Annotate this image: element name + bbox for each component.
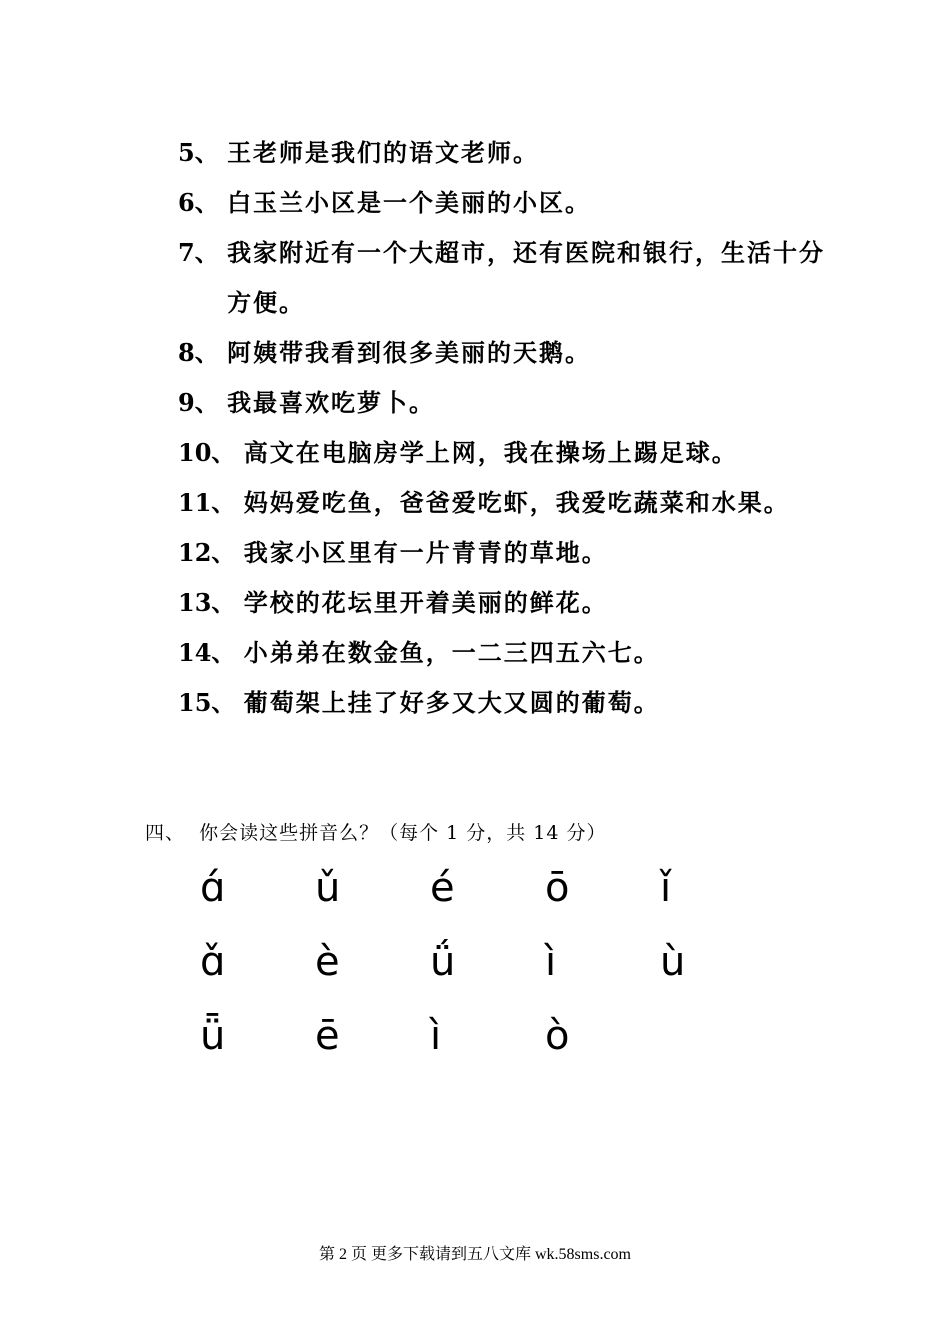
sentence-number: 10、 [178,438,244,467]
pinyin-syllable: ì [545,939,557,985]
sentence-item [178,478,838,528]
sentence-item [178,178,838,228]
sentence-item [178,428,838,478]
sentence-text: 葡萄架上挂了好多又大又圆的葡萄。 [243,688,660,717]
pinyin-syllable: ǔ [315,865,341,911]
sentence-item [178,328,838,378]
sentence-number: 8、 [178,338,228,367]
sentence-text: 妈妈爱吃鱼，爸爸爱吃虾，我爱吃蔬菜和水果。 [243,488,790,517]
pinyin-syllable: ǐ [660,865,672,911]
pinyin-syllable: ǖ [200,1013,226,1059]
sentence-text: 王老师是我们的语文老师。 [227,138,540,167]
pinyin-syllable: ù [660,939,686,985]
sentence-number: 7、 [178,238,228,267]
pinyin-syllable: ō [545,865,570,911]
sentence-text: 我家小区里有一片青青的草地。 [243,538,608,567]
pinyin-syllable: ē [315,1013,340,1059]
pinyin-syllable: ì [430,1013,442,1059]
page-footer: 第 2 页 更多下载请到五八文库 wk.58sms.com [318,1246,631,1263]
sentence-number: 14、 [178,638,244,667]
sentence-item [178,528,838,578]
sentence-number: 12、 [178,538,244,567]
sentence-number: 9、 [178,388,228,417]
sentence-number: 11、 [178,488,244,517]
sentence-number: 15、 [178,688,244,717]
sentence-text: 高文在电脑房学上网，我在操场上踢足球。 [243,438,738,467]
pinyin-syllable: é [430,865,455,911]
sentence-number: 13、 [178,588,244,617]
pinyin-grid [190,858,790,1080]
sentence-number: 5、 [178,138,228,167]
sentence-text: 白玉兰小区是一个美丽的小区。 [227,188,592,217]
sentence-text: 阿姨带我看到很多美丽的天鹅。 [227,338,592,367]
sentence-item [178,578,838,628]
sentence-item [178,378,838,428]
pinyin-syllable: è [315,939,340,985]
pinyin-syllable: ɑ́ [200,865,226,911]
sentence-item [178,628,838,678]
pinyin-syllable: ɑ̌ [200,939,226,985]
sentence-item [178,228,838,328]
sentence-number: 6、 [178,188,228,217]
pinyin-syllable: ò [545,1013,570,1059]
pinyin-syllable: ǘ [430,939,456,985]
sentence-list [178,128,838,728]
sentence-text: 我家附近有一个大超市，还有医院和银行，生活十分方便。 [227,238,826,317]
sentence-text: 学校的花坛里开着美丽的鲜花。 [243,588,608,617]
sentence-text: 我最喜欢吃萝卜。 [227,388,436,417]
sentence-item [178,678,838,728]
sentence-text: 小弟弟在数金鱼，一二三四五六七。 [243,638,660,667]
section-four-heading: 四、 你会读这些拼音么？（每个 1 分，共 14 分） [145,822,607,844]
sentence-item [178,128,838,178]
